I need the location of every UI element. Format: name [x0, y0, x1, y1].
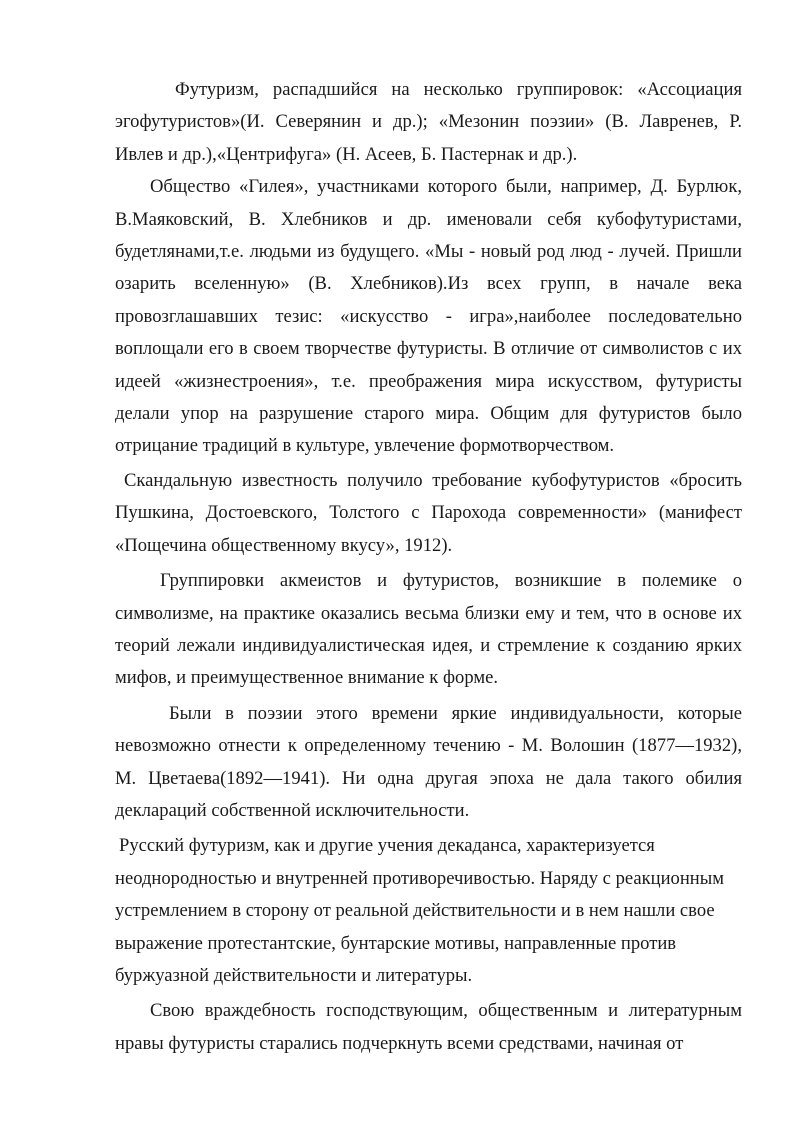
paragraph-acmeists: Группировки акмеистов и футуристов, возникшие в полемике о символизме, на практике оказались весьма близки ему и тем, что в основе их теорий лежали индивидуалистическая идея, и стремление к созданию ярких мифов, и преимущественное внимание к форме.	[115, 570, 742, 689]
paragraph-scandal: Скандальную известность получило требование кубофутуристов «бросить Пушкина, Достоевского, Толстого с Парохода современности» (манифест «Пощечина общественному вкусу», 1912).	[115, 469, 742, 556]
document-body	[115, 74, 742, 1060]
paragraph-gileya: Общество «Гилея», участниками которого были, например, Д. Бурлюк, В.Маяковский, В. Хлебников и др. именовали себя кубофутуристами, будетлянами,т.е. людьми из будущего. «Мы - новый род люд - лучей. Пришли озарить вселенную» (В. Хлебников).Из всех групп, в начале века провозглашавших тезис: «искусство - игра»,наиболее последовательно воплощали его в своем творчестве футуристы. В отличие от символистов с их идеей «жизнестроения», т.е. преображения мира искусством, футуристы делали упор на разрушение старого мира. Общим для футуристов было отрицание традиций в культуре, увлечение формотворчеством.	[115, 176, 742, 457]
paragraph-individualities: Были в поэзии этого времени яркие индивидуальности, которые невозможно отнести к определенному течению - М. Волошин (1877—1932), М. Цветаева(1892—1941). Ни одна другая эпоха не дала такого обилия деклараций собственной исключительности.	[115, 702, 742, 821]
paragraph-russian-futurism: Русский футуризм, как и другие учения декаданса, характеризуется неоднородностью и внутренней противоречивостью. Наряду с реакционным устремлением в сторону от реальной действительности и в нем нашли свое выражение протестантские, бунтарские мотивы, направленные против буржуазной действительности и литературы.	[115, 835, 725, 986]
paragraph-hostility: Свою враждебность господствующим, общественным и литературным нравы футуристы старались подчеркнуть всеми средствами, начиная от	[115, 1000, 742, 1054]
paragraph-futurism-groups: Футуризм, распадшийся на несколько группировок: «Ассоциация эгофутуристов»(И. Северянин и др.); «Мезонин поэзии» (В. Лавренев, Р. Ивлев и др.),«Центрифуга» (Н. Асеев, Б. Пастернак и др.).	[115, 79, 742, 165]
